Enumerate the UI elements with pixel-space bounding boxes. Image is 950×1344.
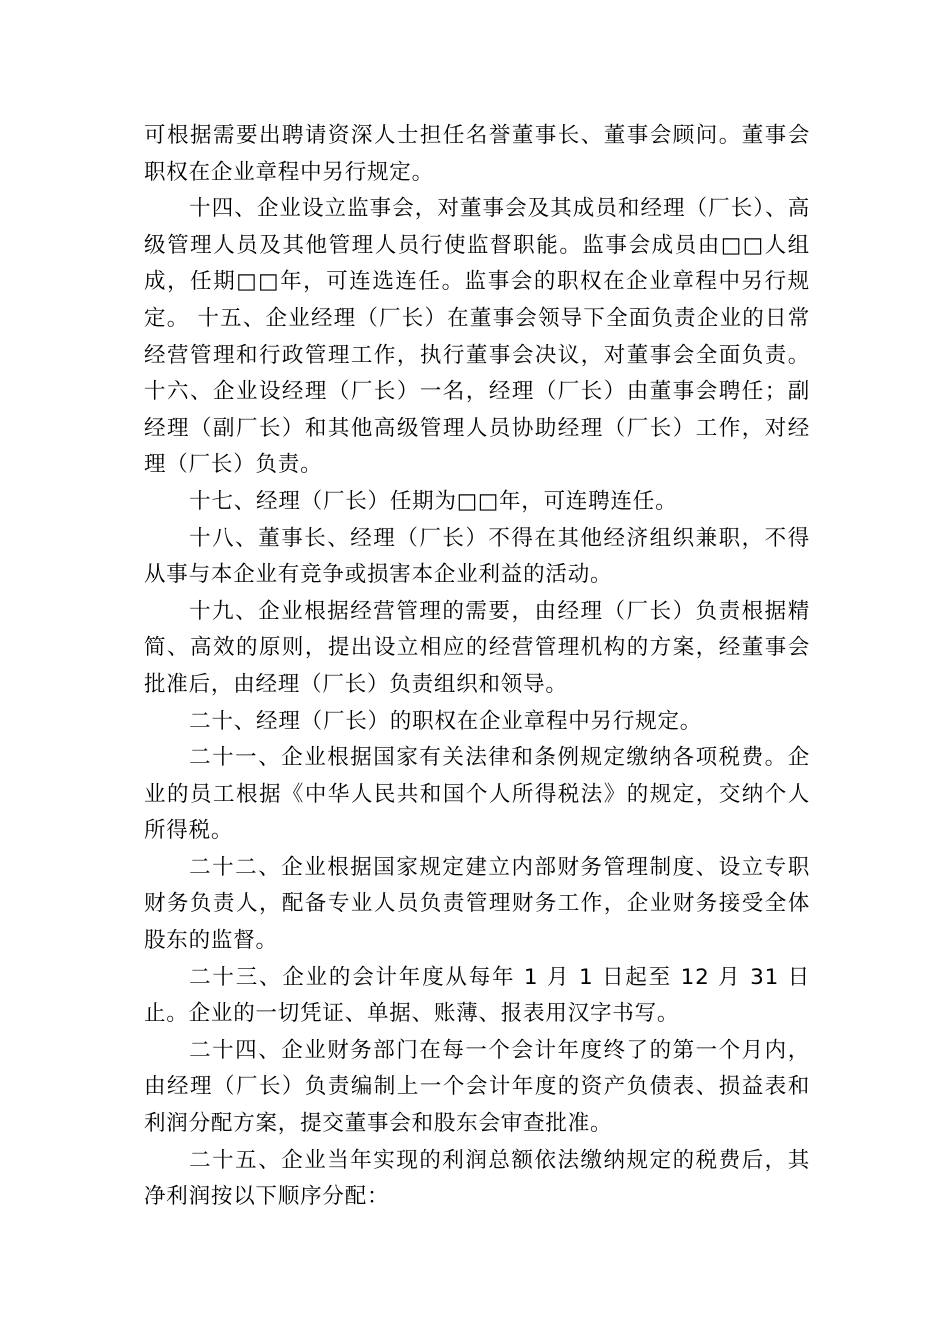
- paragraph-3: 十七、经理（厂长）任期为□□年，可连聘连任。: [189, 488, 678, 514]
- paragraph-4: 十八、董事长、经理（厂长）不得在其他经济组织兼职，不得从事与本企业有竞争或损害本企业利益的活动。: [144, 525, 810, 588]
- document-page: [144, 118, 810, 1216]
- paragraph-1: 可根据需要出聘请资深人士担任名誉董事长、董事会顾问。董事会职权在企业章程中另行规定。: [144, 123, 810, 185]
- paragraph-7: 二十一、企业根据国家有关法律和条例规定缴纳各项税费。企业的员工根据《中华人民共和国个人所得税法》的规定，交纳个人所得税。: [144, 745, 810, 844]
- paragraph-5: 十九、企业根据经营管理的需要，由经理（厂长）负责根据精简、高效的原则，提出设立相应的经营管理机构的方案，经董事会批准后，由经理（厂长）负责组织和领导。: [144, 598, 810, 697]
- paragraph-6: 二十、经理（厂长）的职权在企业章程中另行规定。: [189, 708, 703, 734]
- paragraph-2: 十四、企业设立监事会，对董事会及其成员和经理（厂长）、高级管理人员及其他管理人员行使监督职能。监事会成员由□□人组成，任期□□年，可连选连任。监事会的职权在企业章程中另行规定。 十五、企业经理（厂长）在董事会领导下全面负责企业的日常经营管理和行政管理工作，执行董事会决议，对董事会全面负责。 十六、企业设经理（厂长）一名，经理（厂长）由董事会聘任；副经理（副厂长）和其他高级管理人员协助经理（厂长）工作，对经理（厂长）负责。: [144, 196, 810, 478]
- paragraph-9: 二十三、企业的会计年度从每年 1 月 1 日起至 12 月 31 日止。企业的一切凭证、单据、账薄、报表用汉字书写。: [144, 964, 810, 1027]
- paragraph-10: 二十四、企业财务部门在每一个会计年度终了的第一个月内，由经理（厂长）负责编制上一个会计年度的资产负债表、损益表和利润分配方案，提交董事会和股东会审查批准。: [144, 1037, 810, 1137]
- paragraph-8: 二十二、企业根据国家规定建立内部财务管理制度、设立专职财务负责人，配备专业人员负责管理财务工作，企业财务接受全体股东的监督。: [144, 854, 810, 954]
- paragraph-11: 二十五、企业当年实现的利润总额依法缴纳规定的税费后，其净利润按以下顺序分配：: [144, 1147, 810, 1210]
